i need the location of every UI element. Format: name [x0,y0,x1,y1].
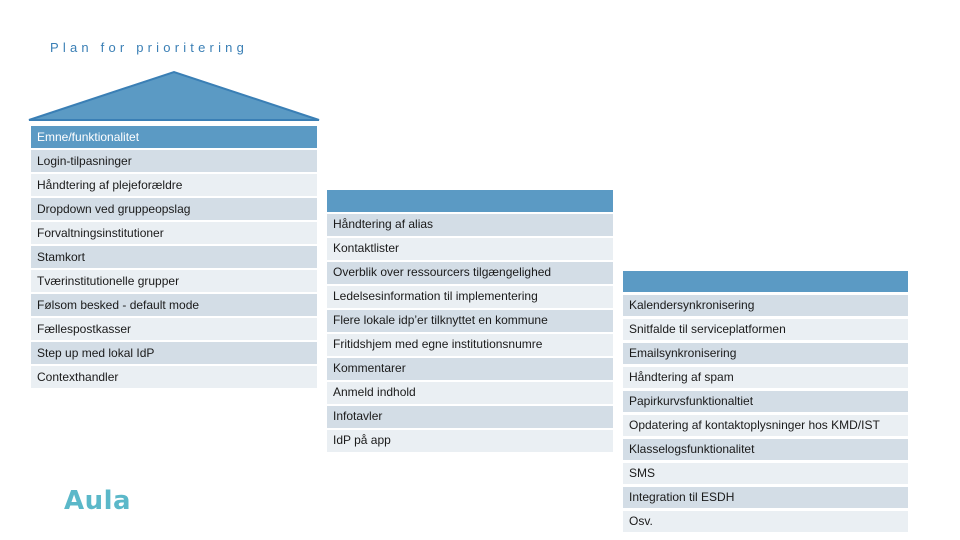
list-item: Snitfalde til serviceplatformen [623,319,908,340]
list-item: Osv. [623,511,908,532]
list-item: Overblik over ressourcers tilgængelighed [327,262,613,284]
priority-column-3 [623,271,908,535]
list-item: Integration til ESDH [623,487,908,508]
list-item: Infotavler [327,406,613,428]
list-item: Håndtering af spam [623,367,908,388]
list-item: Stamkort [31,246,317,268]
list-item: Dropdown ved gruppeopslag [31,198,317,220]
list-item: Fritidshjem med egne institutionsnumre [327,334,613,356]
column-header: Emne/funktionalitet [31,126,317,148]
list-item: Tværinstitutionelle grupper [31,270,317,292]
column-header [327,190,613,212]
priority-column-2 [327,190,613,454]
list-item: Kommentarer [327,358,613,380]
list-item: Følsom besked - default mode [31,294,317,316]
roof-shape [26,70,322,122]
list-item: Forvaltningsinstitutioner [31,222,317,244]
priority-column-1 [31,126,317,390]
page-title: Plan for prioritering [50,40,249,55]
list-item: Contexthandler [31,366,317,388]
list-item: Flere lokale idp’er tilknyttet en kommune [327,310,613,332]
list-item: Login-tilpasninger [31,150,317,172]
list-item: Kontaktlister [327,238,613,260]
aula-logo: Aula [64,486,132,516]
list-item: Opdatering af kontaktoplysninger hos KMD/IST [623,415,908,436]
list-item: Håndtering af plejeforældre [31,174,317,196]
list-item: SMS [623,463,908,484]
list-item: Ledelsesinformation til implementering [327,286,613,308]
list-item: IdP på app [327,430,613,452]
list-item: Håndtering af alias [327,214,613,236]
list-item: Step up med lokal IdP [31,342,317,364]
column-header [623,271,908,292]
list-item: Papirkurvsfunktionaltiet [623,391,908,412]
list-item: Klasselogsfunktionalitet [623,439,908,460]
list-item: Emailsynkronisering [623,343,908,364]
list-item: Kalendersynkronisering [623,295,908,316]
list-item: Anmeld indhold [327,382,613,404]
list-item: Fællespostkasser [31,318,317,340]
